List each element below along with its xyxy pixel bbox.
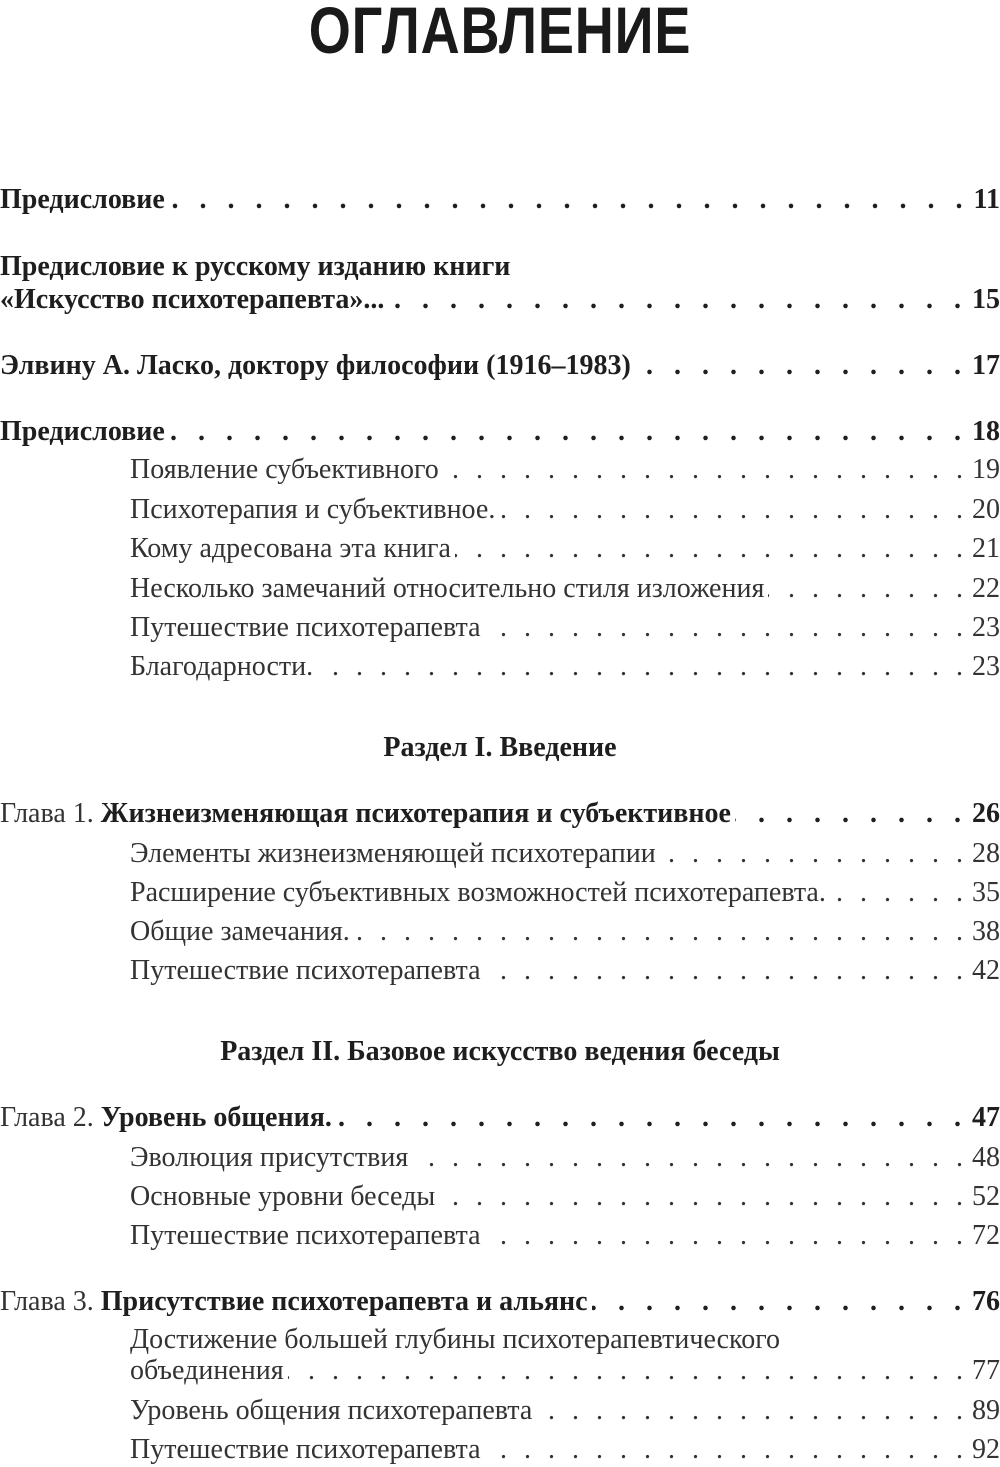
entry-label — [0, 1101, 332, 1135]
entry-label: Благодарности. — [130, 651, 314, 682]
dot-leader — [830, 876, 968, 910]
dot-leader — [485, 1433, 969, 1467]
dot-leader — [317, 650, 968, 684]
toc-entry[interactable] — [0, 283, 1000, 317]
dot-leader — [660, 837, 968, 871]
page-number: 76 — [972, 1286, 1000, 1317]
page-number: 92 — [972, 1434, 1000, 1465]
chapter-prefix: Глава 2. — [0, 1102, 94, 1133]
dot-leader — [485, 1219, 969, 1253]
entry-label: Несколько замечаний относительно стиля изложения — [130, 573, 765, 604]
toc-subentry[interactable] — [130, 1394, 1000, 1428]
toc-subentry[interactable] — [130, 954, 1000, 988]
section-heading: Раздел II. Базовое искусство ведения беседы — [220, 1036, 780, 1067]
page-number: 18 — [972, 416, 1000, 447]
dot-leader — [499, 493, 968, 527]
entry-label: Предисловие — [0, 184, 165, 215]
entry-label: Путешествие психотерапевта — [130, 1220, 481, 1251]
entry-label: Элементы жизнеизменяющей психотерапии — [130, 838, 656, 869]
toc-entry[interactable] — [0, 349, 1000, 383]
entry-label: Путешествие психотерапевта — [130, 612, 481, 643]
toc-subentry[interactable] — [130, 1141, 1000, 1175]
page-number: 28 — [972, 838, 1000, 869]
chapter-prefix: Глава 3. — [0, 1286, 94, 1317]
entry-label: Основные уровни беседы — [130, 1181, 436, 1212]
toc-subentry[interactable] — [130, 915, 1000, 949]
toc-subentry[interactable] — [130, 1219, 1000, 1253]
toc-entry[interactable] — [0, 183, 1000, 217]
page-number: 89 — [972, 1395, 1000, 1426]
entry-label: Появление субъективного — [130, 454, 439, 485]
page-title: ОГЛАВЛЕНИЕ — [308, 0, 692, 67]
page-number: 21 — [972, 533, 1000, 564]
dot-leader — [455, 532, 968, 566]
page-number: 15 — [972, 284, 1000, 315]
page-number: 48 — [972, 1142, 1000, 1173]
entry-label: Кому адресована эта книга — [130, 533, 451, 564]
entry-label: Элвину А. Ласко, доктору философии (1916–1983) — [0, 350, 631, 381]
entry-label: объединения — [130, 1355, 284, 1386]
toc-subentry[interactable] — [130, 572, 1000, 606]
entry-label: Предисловие — [0, 416, 165, 447]
entry-label: Путешествие психотерапевта — [130, 955, 481, 986]
chapter-title: Присутствие психотерапевта и альянс — [100, 1286, 588, 1317]
toc-subentry[interactable] — [130, 1180, 1000, 1214]
entry-label: Эволюция присутствия — [130, 1142, 409, 1173]
dot-leader — [439, 1180, 968, 1214]
toc-chapter[interactable] — [0, 1285, 1000, 1319]
page-number: 35 — [972, 877, 1000, 908]
toc-subentry[interactable] — [130, 1433, 1000, 1467]
toc-subentry[interactable] — [130, 532, 1000, 566]
page-number: 23 — [972, 612, 1000, 643]
toc-subentry[interactable] — [130, 650, 1000, 684]
entry-label: Общие замечания. — [130, 916, 350, 947]
page-number: 52 — [972, 1181, 1000, 1212]
toc-subentry[interactable] — [130, 1354, 1000, 1388]
toc-chapter[interactable] — [0, 1101, 1000, 1135]
chapter-prefix: Глава 1. — [0, 798, 94, 829]
dot-leader — [485, 954, 969, 988]
section-heading: Раздел I. Введение — [383, 732, 617, 763]
page-number: 22 — [972, 573, 1000, 604]
toc-entry[interactable] — [0, 415, 1000, 449]
page-number: 20 — [972, 494, 1000, 525]
dot-leader — [288, 1354, 968, 1388]
entry-label — [0, 797, 731, 831]
dot-leader — [336, 1101, 968, 1135]
page-number: 77 — [972, 1355, 1000, 1386]
entry-label: Путешествие психотерапевта — [130, 1434, 481, 1465]
page-number: 19 — [972, 454, 1000, 485]
dot-leader — [169, 415, 968, 449]
dot-leader — [443, 453, 968, 487]
chapter-title: Уровень общения. — [100, 1102, 332, 1133]
page-number: 26 — [972, 798, 1000, 829]
toc-chapter[interactable] — [0, 797, 1000, 831]
dot-leader — [592, 1285, 968, 1319]
page-number: 23 — [972, 651, 1000, 682]
page-number: 17 — [972, 350, 1000, 381]
dot-leader — [485, 611, 969, 645]
entry-label: Психотерапия и субъективное. — [130, 494, 496, 525]
dot-leader — [412, 1141, 968, 1175]
dot-leader — [635, 349, 968, 383]
page-number: 38 — [972, 916, 1000, 947]
toc-subentry[interactable] — [130, 493, 1000, 527]
toc-subentry[interactable] — [130, 611, 1000, 645]
dot-leader — [354, 915, 968, 949]
dot-leader — [169, 183, 970, 217]
entry-label: «Искусство психотерапевта»... — [0, 284, 385, 315]
dot-leader — [536, 1394, 968, 1428]
dot-leader — [735, 797, 968, 831]
toc-subentry[interactable] — [130, 876, 1000, 910]
entry-label: Уровень общения психотерапевта — [130, 1395, 533, 1426]
entry-label-line1: Предисловие к русскому изданию книги — [0, 251, 511, 282]
page-number: 72 — [972, 1220, 1000, 1251]
chapter-title: Жизнеизменяющая психотерапия и субъективное — [100, 798, 731, 829]
dot-leader — [768, 572, 968, 606]
page-number: 47 — [972, 1102, 1000, 1133]
page-number: 11 — [973, 184, 1000, 215]
page-number: 42 — [972, 955, 1000, 986]
entry-label: Расширение субъективных возможностей психотерапевта. — [130, 877, 826, 908]
entry-label-line1: Достижение большей глубины психотерапевтического — [130, 1324, 780, 1355]
toc-subentry[interactable] — [130, 837, 1000, 871]
toc-subentry[interactable] — [130, 453, 1000, 487]
dot-leader — [388, 283, 968, 317]
entry-label — [0, 1285, 588, 1319]
